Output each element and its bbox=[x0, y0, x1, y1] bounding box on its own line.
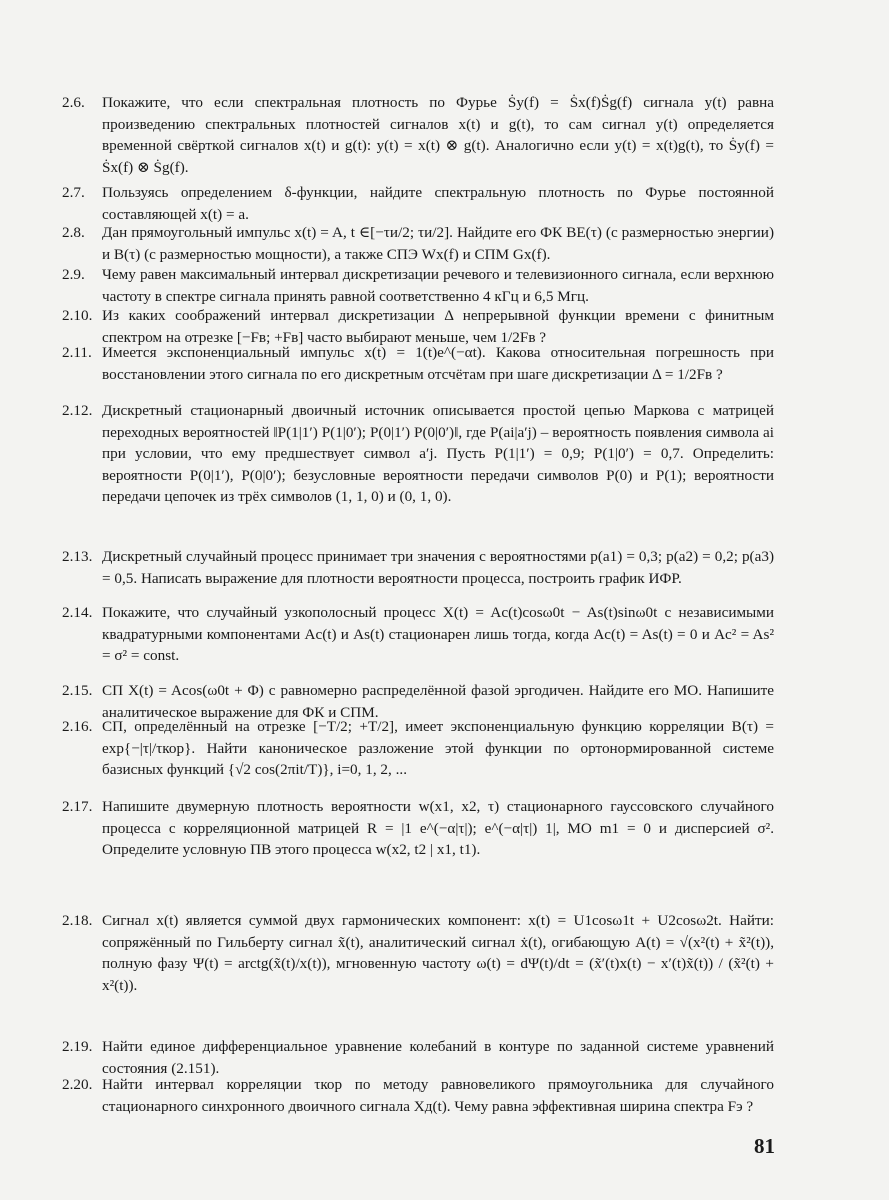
problem-number: 2.13. bbox=[62, 548, 93, 565]
problem-text: СП X(t) = Acos(ω0t + Φ) с равномерно распределённой фазой эргодичен. Найдите его МО. Напишите аналитическое выражение для ФК и СПМ. bbox=[102, 682, 774, 721]
problem-text: Найти единое дифференциальное уравнение колебаний в контуре по заданной системе уравнений состояния (2.151). bbox=[102, 1038, 774, 1077]
problem-number: 2.8. bbox=[62, 224, 85, 241]
problem-text: Имеется экспоненциальный импульс x(t) = 1(t)e^(−αt). Какова относительная погрешность при восстановлении этого сигнала по его дискретным отсчётам при шаге дискретизации Δ = 1/2Fв ? bbox=[102, 344, 774, 383]
problem-2-11 bbox=[62, 342, 774, 385]
problem-number: 2.17. bbox=[62, 798, 93, 815]
problem-number: 2.20. bbox=[62, 1076, 93, 1093]
problem-text: Из каких соображений интервал дискретизации Δ непрерывной функции времени с финитным спектром на отрезке [−Fв; +Fв] часто выбирают меньше, чем 1/2Fв ? bbox=[102, 307, 774, 346]
problem-2-18 bbox=[62, 910, 774, 996]
problem-2-6 bbox=[62, 92, 774, 178]
problem-2-7 bbox=[62, 182, 774, 225]
problem-text: Покажите, что если спектральная плотность по Фурье Ṡy(f) = Ṡx(f)Ṡg(f) сигнала y(t) равна произведению спектральных плотностей сигналов x(t) и g(t), то сам сигнал y(t) определяется временной свёрткой сигналов x(t) и g(t): y(t) = x(t) ⊗ g(t). Аналогично если y(t) = x(t)g(t), то Ṡy(f) = Ṡx(f) ⊗ Ṡg(f). bbox=[102, 94, 774, 176]
problem-text: Найти интервал корреляции τкор по методу равновеликого прямоугольника для случайного стационарного синхронного двоичного сигнала Xд(t). Чему равна эффективная ширина спектра Fэ ? bbox=[102, 1076, 774, 1115]
problem-text: Дискретный случайный процесс принимает три значения с вероятностями p(a1) = 0,3; p(a2) = 0,2; p(a3) = 0,5. Написать выражение для плотности вероятности процесса, построить график ИФР. bbox=[102, 548, 774, 587]
problem-text: Покажите, что случайный узкополосный процесс X(t) = Ac(t)cosω0t − As(t)sinω0t с независимыми квадратурными компонентами Ac(t) и As(t) стационарен лишь тогда, когда Ac(t) = As(t) = 0 и Ac² = As² = σ² = const. bbox=[102, 604, 774, 664]
problem-number: 2.18. bbox=[62, 912, 93, 929]
problem-number: 2.15. bbox=[62, 682, 93, 699]
problem-text: СП, определённый на отрезке [−T/2; +T/2], имеет экспоненциальную функцию корреляции B(τ) = exp{−|τ|/τкор}. Найти каноническое разложение этой функции по ортонормированной системе базисных функций {√2 cos(2πit/T)}, i=0, 1, 2, ... bbox=[102, 718, 774, 778]
problem-number: 2.14. bbox=[62, 604, 93, 621]
problem-2-16 bbox=[62, 716, 774, 781]
problem-2-19 bbox=[62, 1036, 774, 1079]
problem-2-20 bbox=[62, 1074, 774, 1117]
problem-number: 2.6. bbox=[62, 94, 85, 111]
problem-number: 2.10. bbox=[62, 307, 93, 324]
problem-2-17 bbox=[62, 796, 774, 861]
problem-number: 2.7. bbox=[62, 184, 85, 201]
problem-2-9 bbox=[62, 264, 774, 307]
problem-2-14 bbox=[62, 602, 774, 667]
problem-number: 2.16. bbox=[62, 718, 93, 735]
problem-2-8 bbox=[62, 222, 774, 265]
problem-number: 2.11. bbox=[62, 344, 92, 361]
problem-2-13 bbox=[62, 546, 774, 589]
page-number: 81 bbox=[754, 1134, 775, 1158]
problem-number: 2.12. bbox=[62, 402, 93, 419]
problem-text: Дискретный стационарный двоичный источник описывается простой цепью Маркова с матрицей переходных вероятностей ‖P(1|1′) P(1|0′); P(0|1′) P(0|0′)‖, где P(ai|a′j) – вероятность появления символа ai при условии, что ему предшествует символ a′j. Пусть P(1|1′) = 0,9; P(1|0′) = 0,7. Определить: вероятности P(0|1′), P(0|0′); безусловные вероятности передачи символов P(0) и P(1); вероятности передачи цепочек из трёх символов (1, 1, 0) и (0, 1, 0). bbox=[102, 402, 774, 505]
problem-text: Напишите двумерную плотность вероятности w(x1, x2, τ) стационарного гауссовского случайного процесса с корреляционной матрицей R = |1 e^(−α|τ|); e^(−α|τ|) 1|, МО m1 = 0 и дисперсией σ². Определите условную ПВ этого процесса w(x2, t2 | x1, t1). bbox=[102, 798, 774, 858]
problem-text: Чему равен максимальный интервал дискретизации речевого и телевизионного сигнала, если верхнюю частоту в спектре сигнала принять равной соответственно 4 кГц и 6,5 Мгц. bbox=[102, 266, 774, 305]
problem-text: Пользуясь определением δ-функции, найдите спектральную плотность по Фурье постоянной составляющей x(t) = a. bbox=[102, 184, 774, 223]
problem-number: 2.9. bbox=[62, 266, 85, 283]
problem-text: Дан прямоугольный импульс x(t) = A, t ∈[−τи/2; τи/2]. Найдите его ФК BE(τ) (с размерностью энергии) и B(τ) (с размерностью мощности), а также СПЭ Wx(f) и СПМ Gx(f). bbox=[102, 224, 774, 263]
problem-number: 2.19. bbox=[62, 1038, 93, 1055]
problem-2-12 bbox=[62, 400, 774, 508]
problem-text: Сигнал x(t) является суммой двух гармонических компонент: x(t) = U1cosω1t + U2cosω2t. Найти: сопряжённый по Гильберту сигнал x̃(t), аналитический сигнал ẋ(t), огибающую A(t) = √(x²(t) + x̃²(t)), полную фазу Ψ(t) = arctg(x̃(t)/x(t)), мгновенную частоту ω(t) = dΨ(t)/dt = (x̃′(t)x(t) − x′(t)x̃(t)) / (x̃²(t) + x²(t)). bbox=[102, 912, 774, 994]
